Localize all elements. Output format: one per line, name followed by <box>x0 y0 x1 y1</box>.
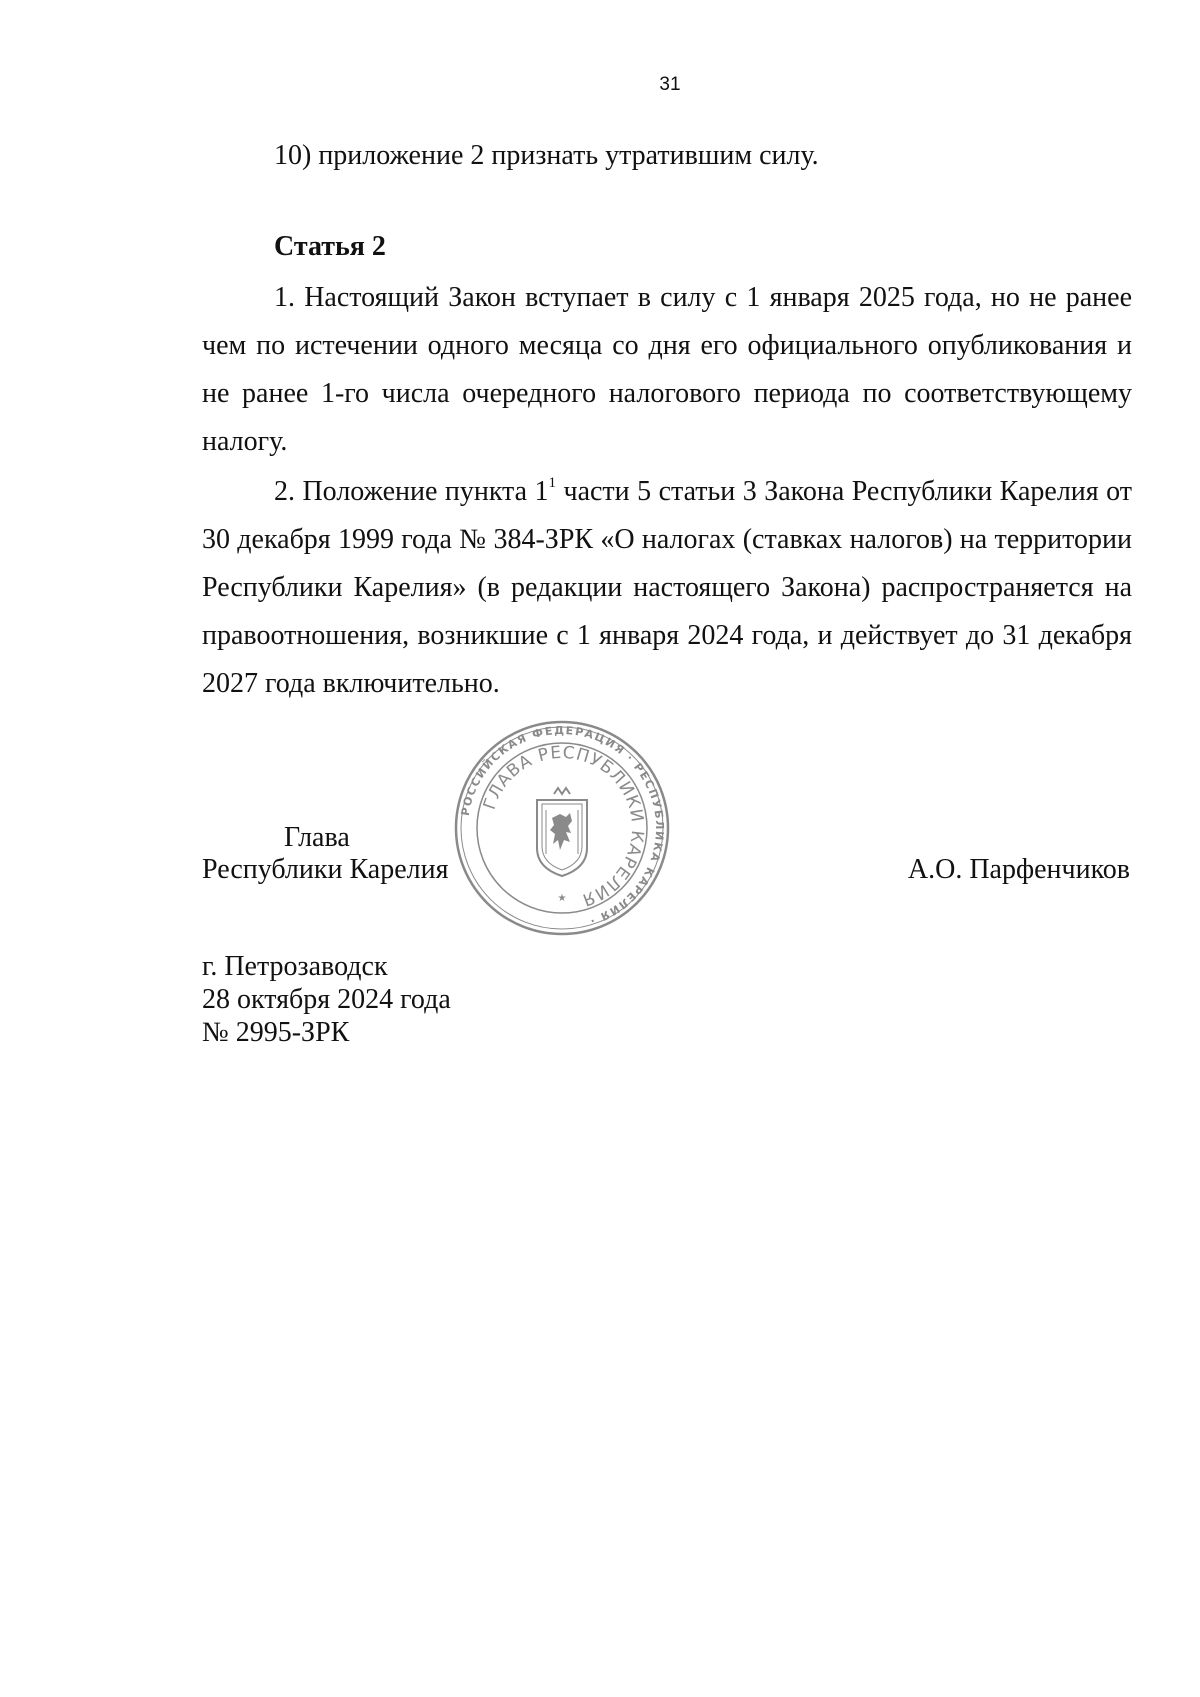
list-item-10: 10) приложение 2 признать утратившим силу. <box>274 140 819 171</box>
article-paragraph-1: 1. Настоящий Закон вступает в силу с 1 января 2025 года, но не ранее чем по истечении одного месяца со дня его официального опубликования и не ранее 1-го числа очередного налогового периода по соответствующему налогу. <box>202 282 1132 457</box>
signatory-name: А.О. Парфенчиков <box>907 854 1130 885</box>
seal-star-icon: ★ <box>557 893 567 904</box>
article-paragraph-2 <box>202 468 1132 708</box>
page-number: 31 <box>659 74 681 95</box>
signatory-title-line-2: Республики Карелия <box>202 854 449 885</box>
superscript: 1 <box>548 475 557 491</box>
paragraph-2-rest: части 5 статьи 3 Закона Республики Карелия от 30 декабря 1999 года № 384-ЗРК «О налогах (ставках налогов) на территории Республики Карелия» (в редакции настоящего Закона) распространяется на правоотношения, возникшие с 1 января 2024 года, и действует до 31 декабря 2027 года включительно. <box>202 476 1132 699</box>
seal-inner-text: ГЛАВА РЕСПУБЛИКИ КАРЕЛИЯ <box>479 742 648 910</box>
city: г. Петрозаводск <box>202 951 388 982</box>
law-number: № 2995-ЗРК <box>202 1017 350 1048</box>
signatory-title <box>202 822 448 886</box>
coat-of-arms-icon <box>537 788 587 876</box>
official-seal <box>452 718 672 938</box>
article-heading: Статья 2 <box>274 231 386 262</box>
place-and-date <box>202 950 451 1049</box>
signatory-title-line-1: Глава <box>284 822 350 853</box>
seal-outer-text: РОССИЙСКАЯ ФЕДЕРАЦИЯ · РЕСПУБЛИКА КАРЕЛИЯ · <box>458 723 667 928</box>
paragraph-2-start: 2. Положение пункта 1 <box>274 476 549 507</box>
law-date: 28 октября 2024 года <box>202 984 451 1015</box>
